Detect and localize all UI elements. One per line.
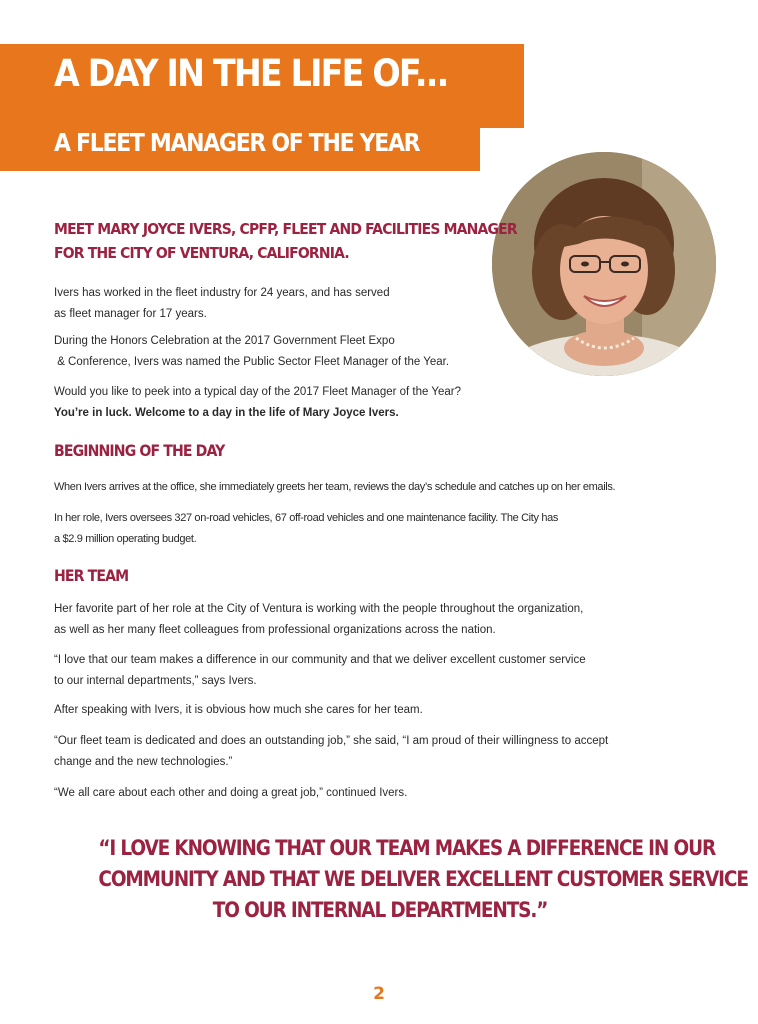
pull-quote — [60, 833, 748, 926]
portrait-illustration — [492, 152, 716, 376]
pull-quote-line: COMMUNITY AND THAT WE DELIVER EXCELLENT CUSTOMER SERVICE — [98, 867, 748, 891]
team-paragraph-5: “We all care about each other and doing a great job,” continued Ivers. — [54, 787, 408, 799]
text-line: Her favorite part of her role at the City of Ventura is working with the people throughout the organization, — [54, 603, 584, 615]
intro-paragraph-3: Would you like to peek into a typical day of the 2017 Fleet Manager of the Year? — [54, 386, 462, 398]
text-line: During the Honors Celebration at the 2017 Government Fleet Expo — [54, 335, 395, 347]
text-line: as well as her many fleet colleagues from professional organizations across the nation. — [54, 624, 496, 636]
text-line: as fleet manager for 17 years. — [54, 308, 207, 320]
text-line: a $2.9 million operating budget. — [54, 533, 197, 545]
pull-quote-line: TO OUR INTERNAL DEPARTMENTS.” — [212, 898, 548, 922]
intro-heading-line: FOR THE CITY OF VENTURA, CALIFORNIA. — [54, 244, 349, 262]
text-line: In her role, Ivers oversees 327 on-road vehicles, 67 off-road vehicles and one maintenance facility. The City has — [54, 512, 559, 524]
team-paragraph-2 — [54, 650, 586, 692]
page-title: A DAY IN THE LIFE OF... — [54, 52, 448, 95]
beginning-paragraph-1: When Ivers arrives at the office, she immediately greets her team, reviews the day’s schedule and catches up on her emails. — [54, 481, 616, 493]
team-paragraph-3: After speaking with Ivers, it is obvious how much she cares for her team. — [54, 704, 423, 716]
intro-heading — [54, 217, 517, 265]
page-number: 2 — [373, 984, 385, 1004]
page-subtitle: A FLEET MANAGER OF THE YEAR — [54, 128, 420, 157]
intro-paragraph-2 — [54, 331, 449, 373]
beginning-paragraph-2 — [54, 508, 558, 550]
text-line: to our internal departments,” says Ivers. — [54, 675, 257, 687]
text-line: “Our fleet team is dedicated and does an outstanding job,” she said, “I am proud of their willingness to accept — [54, 735, 609, 747]
team-paragraph-1 — [54, 599, 583, 641]
portrait-photo — [492, 152, 716, 376]
intro-heading-line: MEET MARY JOYCE IVERS, CPFP, FLEET AND FACILITIES MANAGER — [54, 220, 517, 238]
text-line: change and the new technologies.” — [54, 756, 233, 768]
text-line: & Conference, Ivers was named the Public Sector Fleet Manager of the Year. — [54, 356, 450, 368]
intro-paragraph-3-bold: You’re in luck. Welcome to a day in the life of Mary Joyce Ivers. — [54, 407, 399, 419]
text-line: Ivers has worked in the fleet industry for 24 years, and has served — [54, 287, 390, 299]
team-paragraph-4 — [54, 731, 608, 773]
text-line: “I love that our team makes a difference in our community and that we deliver excellent customer service — [54, 654, 586, 666]
intro-paragraph-1 — [54, 283, 390, 325]
section-heading-beginning: BEGINNING OF THE DAY — [54, 441, 225, 460]
pull-quote-line: “I LOVE KNOWING THAT OUR TEAM MAKES A DIFFERENCE IN OUR — [98, 836, 716, 860]
section-heading-team: HER TEAM — [54, 566, 129, 585]
